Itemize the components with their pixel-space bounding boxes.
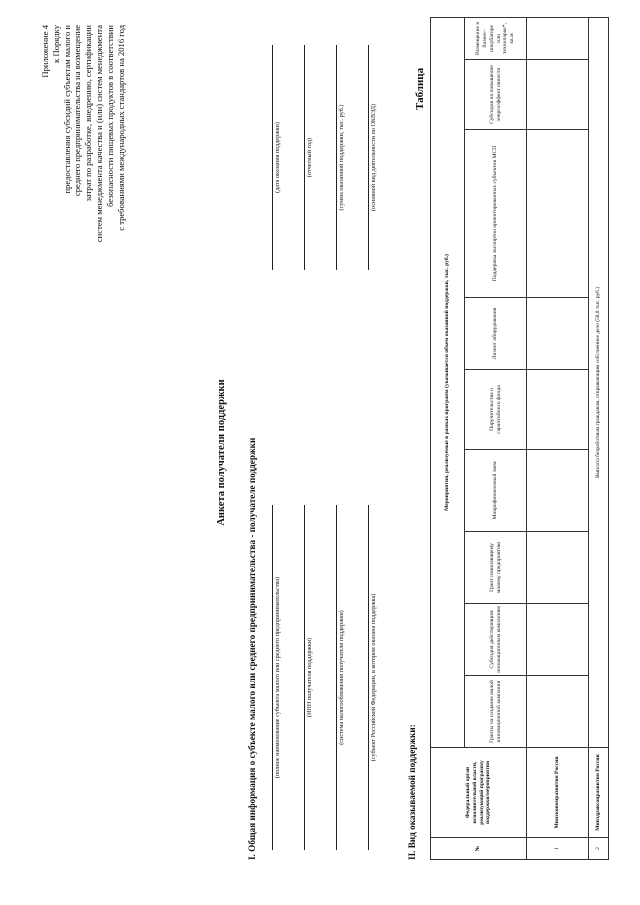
appendix-line: систем менеджмента качества и (или) систем менеджмента: [93, 25, 104, 243]
subheader-grant-startup: Грант начинающему малому предприятию: [465, 532, 527, 604]
field-caption-support-amount: (сумма оказанной поддержки, тыс. руб.): [338, 104, 345, 211]
table-cell[interactable]: [527, 298, 589, 370]
row-number: 2: [589, 838, 609, 860]
table-cell[interactable]: [527, 60, 589, 130]
appendix-line: с требованиями международных стандартов на 2016 год: [115, 25, 126, 231]
field-caption-okved: (основной вид деятельности по ОКВЭД): [370, 103, 377, 212]
table-cell[interactable]: [527, 604, 589, 676]
table-subheader-row: [465, 18, 527, 860]
subheader-guarantee: Поручительства о гарантийного фонда: [465, 370, 527, 450]
appendix-line: затрат по разработке, внедрению, сертификации: [83, 25, 94, 202]
form-line: [304, 505, 305, 850]
col-agency-header: Федеральный орган исполнительной власти, реализующий программу поддержки/мероприятия: [431, 748, 527, 838]
form-line: [368, 45, 369, 270]
table-cell[interactable]: [527, 676, 589, 748]
appendix-header: [40, 25, 126, 255]
subheader-incubator: Размещение в бизнес-инкубаторе или технопарке*, кв.м: [465, 18, 527, 60]
support-table: [430, 17, 609, 860]
form-line: [336, 45, 337, 270]
form-line: [336, 505, 337, 850]
subheader-microloan: Микрофинансовый заем: [465, 450, 527, 532]
field-caption-inn: (ИНН получателя поддержки): [306, 637, 313, 718]
table-cell[interactable]: [527, 18, 589, 60]
form-line: [272, 505, 273, 850]
field-caption-region: (субъект Российской Федерации, в котором оказана поддержка): [370, 593, 377, 762]
col-number-header: №: [431, 838, 527, 860]
field-caption-company-name: (полное наименование субъекта малого или среднего предпринимательства): [274, 576, 281, 779]
table-label: Таблица: [414, 67, 426, 110]
subheader-subsidy-innovative: Субсидия действующим инновационным компаниям: [465, 604, 527, 676]
table-cell[interactable]: [527, 450, 589, 532]
appendix-line: безопасности пищевых продуктов в соответствии: [104, 25, 115, 207]
group-header: Мероприятия, реализуемые в рамках программ (указывается объем оказанной поддержки, тыс. руб.): [431, 18, 465, 748]
row-number: 1: [527, 838, 589, 860]
field-caption-support-date: (дата оказания поддержки): [274, 122, 281, 193]
table-cell[interactable]: [527, 130, 589, 298]
document-title: Анкета получателя поддержки: [216, 379, 227, 526]
form-line: [304, 45, 305, 270]
appendix-line: к Порядку: [50, 25, 61, 63]
section1-heading: I. Общая информация о субъекте малого или среднего предпринимательства - получателе поддержки: [247, 437, 257, 860]
subheader-grant-new-innovative: Гранты на создание малой инновационной компании: [465, 676, 527, 748]
table-row: [589, 18, 609, 860]
form-line: [272, 45, 273, 270]
section2-heading: II. Вид оказываемой поддержки:: [407, 724, 417, 860]
subheader-energy: Субсидия на повышение энергоэффект ивности: [465, 60, 527, 130]
field-caption-tax-system: (система налогообложения получателя поддержки): [338, 610, 345, 745]
table-cell[interactable]: [527, 532, 589, 604]
table-row: [527, 18, 589, 860]
appendix-line: предоставления субсидий субъектам малого и: [61, 25, 72, 194]
appendix-line: Приложение 4: [40, 25, 50, 78]
row-agency: Минздравсоцразвития России: [589, 748, 609, 838]
form-line: [368, 505, 369, 850]
field-caption-report-year: (отчетный год): [306, 137, 313, 178]
subheader-leasing: Лизинг оборудования: [465, 298, 527, 370]
subheader-export: Поддержка экспортно ориентированных субъектов МСП: [465, 130, 527, 298]
table-header-row: [431, 18, 465, 860]
table-cell[interactable]: [527, 370, 589, 450]
appendix-line: среднего предпринимательства на возмещение: [72, 25, 83, 197]
row-agency: Минэкономразвития России: [527, 748, 589, 838]
row-note: Выплата безработным гражданам, открывающим собственное дело (58,8 тыс. руб.): [589, 18, 609, 748]
